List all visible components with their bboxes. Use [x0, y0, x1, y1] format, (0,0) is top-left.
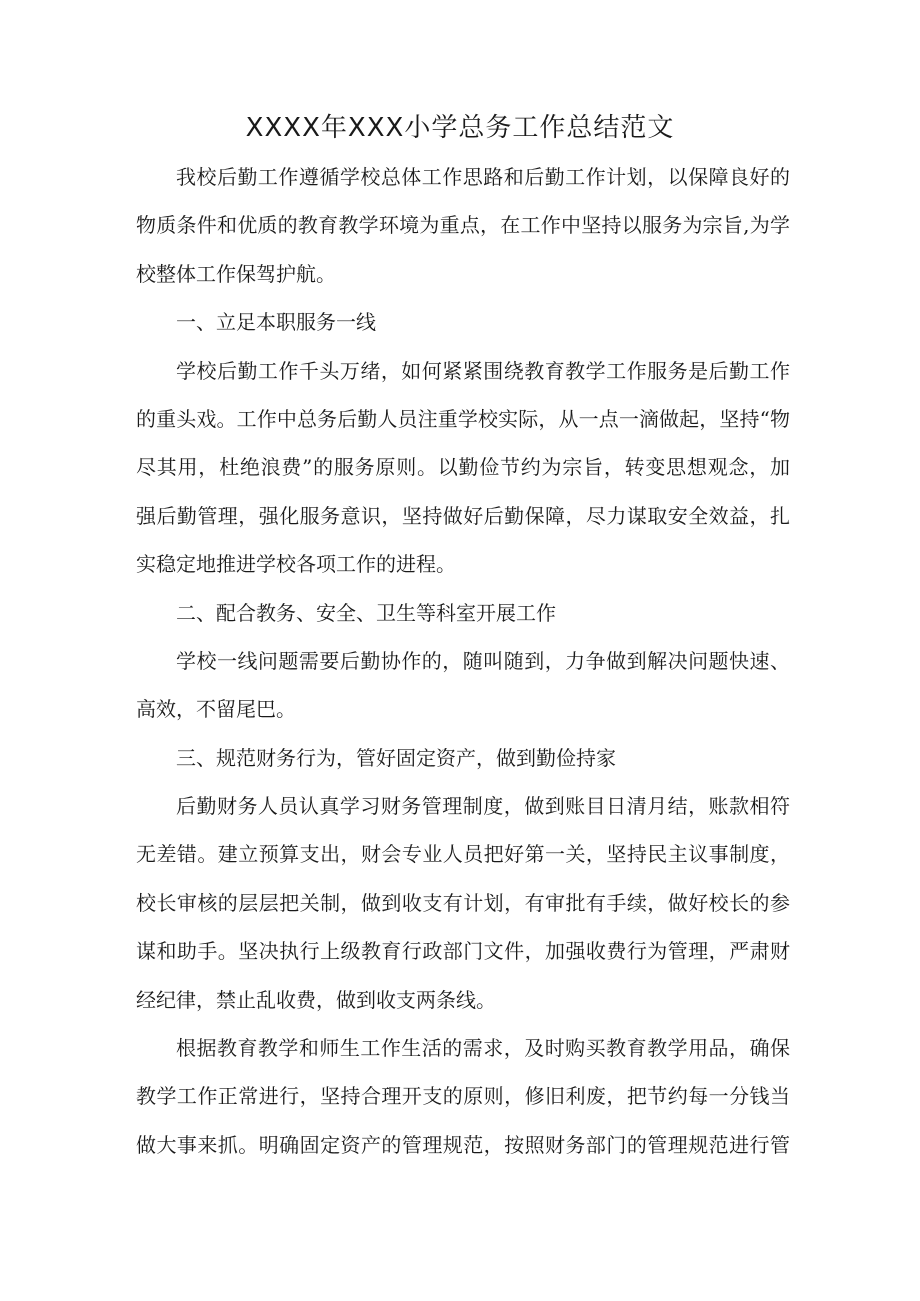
text-line: 教学工作正常进行，坚持合理开支的原则，修旧利废，把节约每一分钱当 — [136, 1084, 790, 1109]
text-line: 物质条件和优质的教育教学环境为重点，在工作中坚持以服务为宗旨,为学 — [136, 213, 790, 238]
text-line: 三、规范财务行为，管好固定资产，做到勤俭持家 — [176, 745, 616, 770]
section-heading — [136, 298, 790, 346]
text-line: 的重头戏。工作中总务后勤人员注重学校实际，从一点一滴做起，坚持“物 — [136, 406, 790, 431]
text-line: 校整体工作保驾护航。 — [136, 261, 336, 286]
body-paragraph — [136, 347, 790, 589]
text-line: 根据教育教学和师生工作生活的需求，及时购买教育教学用品，确保 — [176, 1036, 790, 1061]
text-line: 谋和助手。坚决执行上级教育行政部门文件，加强收费行为管理，严肃财 — [136, 939, 790, 964]
text-line: 实稳定地推进学校各项工作的进程。 — [136, 552, 456, 577]
text-line: 校长审核的层层把关制，做到收支有计划，有审批有手续，做好校长的参 — [136, 890, 790, 915]
body-paragraph — [136, 153, 790, 298]
body-paragraph — [136, 1024, 790, 1169]
section-heading — [136, 589, 790, 637]
text-line: 无差错。建立预算支出，财会专业人员把好第一关，坚持民主议事制度， — [136, 842, 790, 867]
text-line: 高效，不留尾巴。 — [136, 697, 296, 722]
section-heading — [136, 734, 790, 782]
text-line: 尽其用，杜绝浪费”的服务原则。以勤俭节约为宗旨，转变思想观念，加 — [136, 455, 790, 480]
text-line: 一、立足本职服务一线 — [176, 310, 376, 335]
text-line: 后勤财务人员认真学习财务管理制度，做到账目日清月结，账款相符 — [176, 794, 790, 819]
text-line: 学校后勤工作千头万绪，如何紧紧围绕教育教学工作服务是后勤工作 — [176, 358, 790, 383]
text-line: 学校一线问题需要后勤协作的，随叫随到，力争做到解决问题快速、 — [176, 648, 790, 673]
body-paragraph — [136, 782, 790, 1024]
text-line: 做大事来抓。明确固定资产的管理规范，按照财务部门的管理规范进行管 — [136, 1132, 790, 1157]
document-body — [136, 153, 790, 1169]
text-line: 我校后勤工作遵循学校总体工作思路和后勤工作计划，以保障良好的 — [176, 165, 790, 189]
text-line: 二、配合教务、安全、卫生等科室开展工作 — [176, 600, 556, 625]
document-title: XXXX年XXX小学总务工作总结范文 — [245, 113, 675, 143]
body-paragraph — [136, 637, 790, 734]
text-line: 强后勤管理，强化服务意识，坚持做好后勤保障，尽力谋取安全效益，扎 — [136, 503, 790, 528]
text-line: 经纪律，禁止乱收费，做到收支两条线。 — [136, 987, 496, 1012]
